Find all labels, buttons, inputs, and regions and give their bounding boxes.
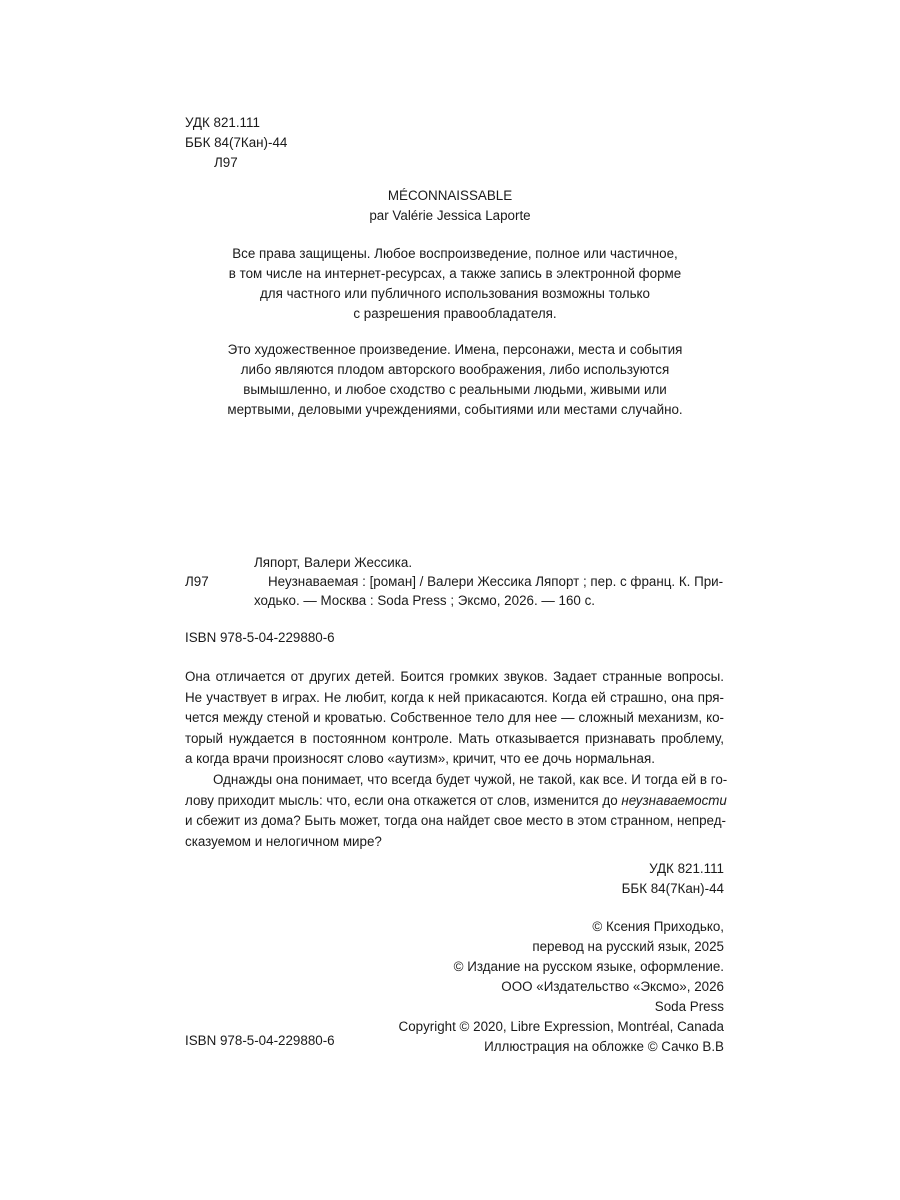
bottom-classification (622, 859, 724, 899)
bottom-udk-code: УДК 821.111 (649, 861, 724, 876)
bib-description-line-1: Неузнаваемая : [роман] / Валери Жессика Ляпорт ; пер. с франц. К. При- (268, 574, 724, 589)
fiction-line: мертвыми, деловыми учреждениями, событиями или местами случайно. (227, 402, 683, 417)
copyright-line: © Ксения Приходько, (592, 919, 724, 934)
annotation-text: лову приходит мысль: что, если она откажется от слов, изменится до (185, 792, 622, 808)
fiction-line: вымышленно, и любое сходство с реальными людьми, живыми или (243, 382, 667, 397)
rights-line: Все права защищены. Любое воспроизведение, полное или частичное, (232, 246, 678, 261)
rights-line: для частного или публичного использования возможны только (259, 286, 651, 301)
annotation-line (185, 791, 727, 812)
copyright-line: Copyright © 2020, Libre Expression, Montréal, Canada (398, 1019, 724, 1034)
annotation-line: торый нуждается в постоянном контроле. Мать отказывается признавать проблему, (185, 730, 724, 746)
fiction-line: Это художественное произведение. Имена, персонажи, места и события (227, 342, 683, 357)
original-title-block (0, 186, 900, 226)
annotation-emphasis: неузнаваемости (621, 792, 727, 808)
annotation-line: чется между стеной и кроватью. Собственное тело для нее — сложный механизм, ко- (185, 710, 724, 726)
udk-code: УДК 821.111 (185, 115, 260, 130)
copyright-block (399, 917, 724, 1057)
original-title: MÉCONNAISSABLE (387, 188, 513, 203)
bbk-code: ББК 84(7Кан)-44 (185, 135, 288, 150)
rights-line: в том числе на интернет-ресурсах, а также запись в электронной форме (228, 266, 682, 281)
bib-description-line-2: ходько. — Москва : Soda Press ; Эксмо, 2026. — 160 с. (254, 593, 595, 608)
annotation-line: Она отличается от других детей. Боится громких звуков. Задает странные вопросы. (185, 669, 724, 684)
copyright-line: Soda Press (654, 999, 724, 1014)
annotation-line: Не участвует в играх. Не любит, когда к ней прикасаются. Когда ей страшно, она пря- (185, 689, 724, 705)
fiction-line: либо являются плодом авторского воображения, либо используются (240, 362, 670, 377)
copyright-line: ООО «Издательство «Эксмо», 2026 (501, 979, 724, 994)
author-mark: Л97 (214, 155, 238, 170)
copyright-line: © Издание на русском языке, оформление. (453, 959, 724, 974)
fiction-notice (0, 340, 900, 420)
copyright-line: Иллюстрация на обложке © Сачко В.В (484, 1039, 724, 1054)
rights-notice (0, 244, 900, 324)
bottom-isbn: ISBN 978-5-04-229880-6 (185, 1033, 335, 1048)
top-classification (185, 113, 287, 173)
copyright-line: перевод на русский язык, 2025 (532, 939, 724, 954)
bottom-bbk-code: ББК 84(7Кан)-44 (621, 881, 724, 896)
annotation (185, 667, 728, 852)
annotation-line: Однажды она понимает, что всегда будет чужой, не такой, как все. И тогда ей в го- (213, 771, 728, 787)
rights-line: с разрешения правообладателя. (353, 306, 557, 321)
annotation-line: а когда врачи произносят слово «аутизм», кричит, что ее дочь нормальная. (185, 751, 655, 767)
annotation-line: сказуемом и нелогичном мире? (185, 833, 382, 849)
bib-author-mark: Л97 (185, 574, 209, 589)
annotation-line: и сбежит из дома? Быть может, тогда она найдет свое место в этом странном, непред- (185, 813, 726, 829)
bib-isbn: ISBN 978-5-04-229880-6 (185, 630, 335, 645)
original-byline: par Valérie Jessica Laporte (369, 208, 531, 223)
bib-author-heading: Ляпорт, Валери Жессика. (254, 555, 413, 570)
